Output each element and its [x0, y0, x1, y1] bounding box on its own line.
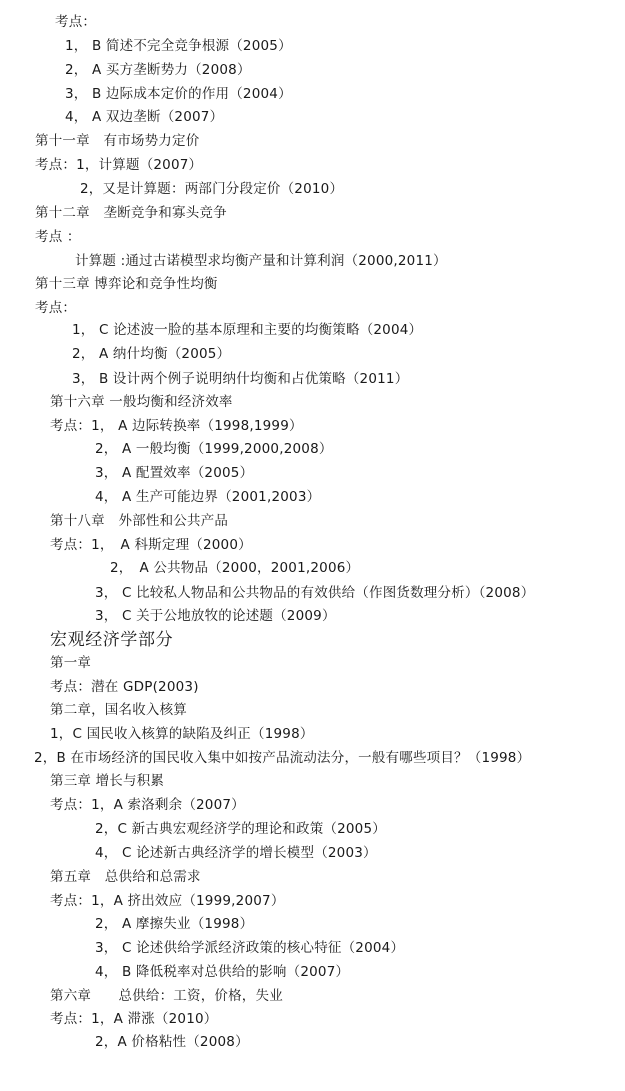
doc-line: 2， A 一般均衡（1999,2000,2008）: [95, 441, 333, 457]
doc-line: 考点：1， A 科斯定理（2000）: [50, 537, 252, 553]
chapter-heading: 第一章: [50, 655, 92, 671]
doc-line: 2，A 价格粘性（2008）: [95, 1034, 249, 1050]
doc-line: 1， C 论述波一脸的基本原理和主要的均衡策略（2004）: [72, 322, 423, 338]
chapter-heading: 第十一章 有市场势力定价: [35, 133, 200, 149]
doc-line: 3， B 设计两个例子说明纳什均衡和占优策略（2011）: [72, 371, 409, 387]
doc-line: 2，C 新古典宏观经济学的理论和政策（2005）: [95, 821, 386, 837]
doc-line: 2， A 摩擦失业（1998）: [95, 916, 254, 932]
doc-line: 考点：1， A 边际转换率（1998,1999）: [50, 418, 303, 434]
doc-line: 3， B 边际成本定价的作用（2004）: [65, 86, 292, 102]
chapter-heading: 第三章 增长与积累: [50, 773, 165, 789]
doc-line: 考点：1，计算题（2007）: [35, 157, 203, 173]
chapter-heading: 第六章 总供给：工资，价格，失业: [50, 988, 283, 1004]
doc-line: 考点：1，A 挤出效应（1999,2007）: [50, 893, 285, 909]
doc-line: 考点：: [35, 300, 77, 316]
chapter-heading: 第二章，国名收入核算: [50, 702, 187, 718]
doc-line: 1，C 国民收入核算的缺陷及纠正（1998）: [50, 726, 314, 742]
chapter-heading: 第十八章 外部性和公共产品: [50, 513, 229, 529]
chapter-heading: 第十三章 博弈论和竞争性均衡: [35, 276, 218, 292]
doc-line: 2， A 纳什均衡（2005）: [72, 346, 231, 362]
section-heading: 宏观经济学部分: [50, 630, 174, 650]
doc-line: 考点：潜在 GDP(2003): [50, 679, 199, 695]
doc-line: 考点：1，A 滞涨（2010）: [50, 1011, 218, 1027]
doc-line: 3， C 比较私人物品和公共物品的有效供给（作图货数理分析）（2008）: [95, 585, 535, 601]
doc-line: 2， A 公共物品（2000，2001,2006）: [110, 560, 360, 576]
chapter-heading: 第十二章 垄断竞争和寡头竞争: [35, 205, 227, 221]
doc-line: 考点 ：: [35, 229, 81, 245]
chapter-heading: 第十六章 一般均衡和经济效率: [50, 394, 233, 410]
doc-line: 2，又是计算题：两部门分段定价（2010）: [80, 181, 344, 197]
chapter-heading: 第五章 总供给和总需求: [50, 869, 201, 885]
doc-line: 计算题 :通过古诺模型求均衡产量和计算利润（2000,2011）: [75, 253, 447, 269]
doc-line: 3， A 配置效率（2005）: [95, 465, 254, 481]
doc-line: 3， C 论述供给学派经济政策的核心特征（2004）: [95, 940, 405, 956]
doc-line: 4， A 双边垄断（2007）: [65, 109, 224, 125]
doc-line: 4， C 论述新古典经济学的增长模型（2003）: [95, 845, 377, 861]
doc-line: 4， B 降低税率对总供给的影响（2007）: [95, 964, 350, 980]
doc-line: 考点：: [55, 14, 97, 30]
doc-line: 4， A 生产可能边界（2001,2003）: [95, 489, 321, 505]
doc-line: 1， B 简述不完全竞争根源（2005）: [65, 38, 292, 54]
doc-line: 2， A 买方垄断势力（2008）: [65, 62, 251, 78]
doc-line: 考点：1，A 索洛剩余（2007）: [50, 797, 245, 813]
doc-line: 2，B 在市场经济的国民收入集中如按产品流动法分，一般有哪些项目？（1998）: [34, 750, 531, 766]
doc-line: 3， C 关于公地放牧的论述题（2009）: [95, 608, 336, 624]
